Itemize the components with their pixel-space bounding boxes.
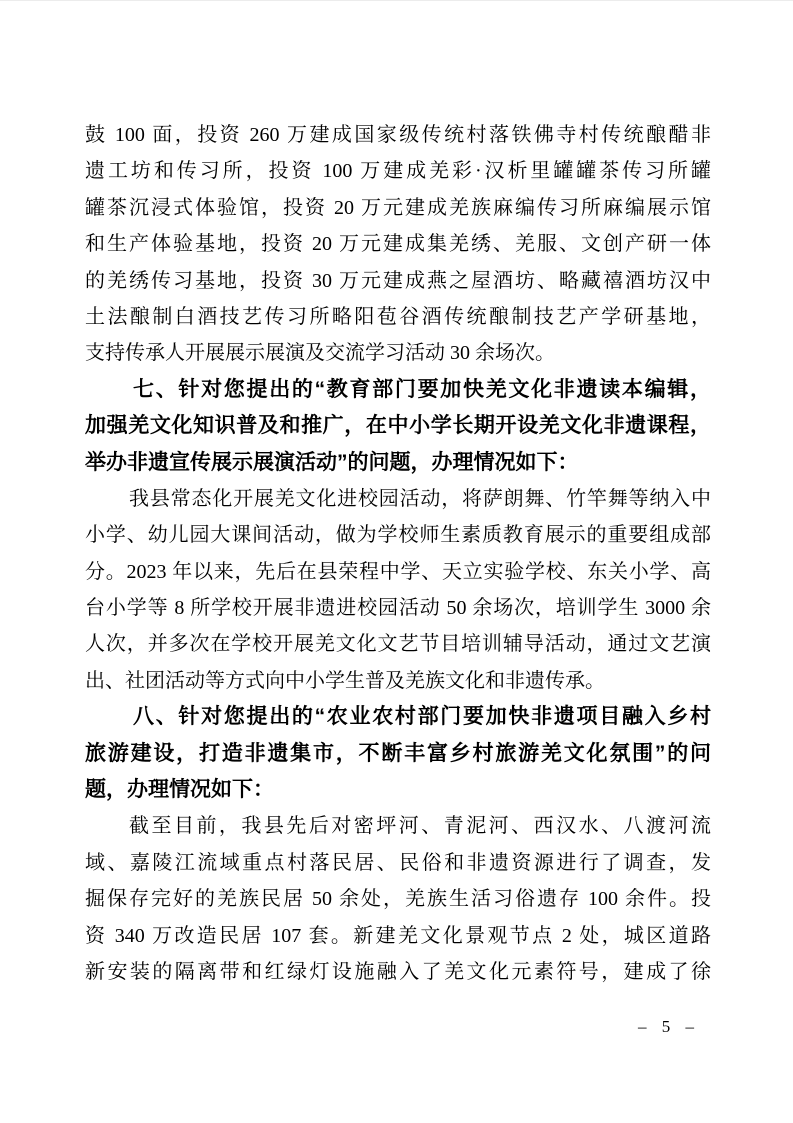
paragraph-investment-projects xyxy=(85,117,711,372)
heading-line: 旅游建设，打造非遗集市，不断丰富乡村旅游羌文化氛围”的问 xyxy=(85,741,711,765)
paragraph-education-campus xyxy=(85,481,711,699)
paragraph-rural-tourism xyxy=(85,808,711,990)
text-line: 的羌绣传习基地，投资 30 万元建成燕之屋酒坊、略藏禧酒坊汉中 xyxy=(85,269,711,292)
text-line: 鼓 100 面，投资 260 万建成国家级传统村落铁佛寺村传统酿醋非 xyxy=(85,124,711,146)
text-line: 域、嘉陵江流域重点村落民居、民俗和非遗资源进行了调查，发 xyxy=(85,851,711,874)
text-line: 和生产体验基地，投资 20 万元建成集羌绣、羌服、文创产研一体 xyxy=(85,233,711,256)
page-number: – 5 – xyxy=(638,1017,697,1036)
text-line: 遗工坊和传习所，投资 100 万建成羌彩·汉析里罐罐茶传习所罐 xyxy=(85,160,711,183)
text-line: 新安装的隔离带和红绿灯设施融入了羌文化元素符号，建成了徐 xyxy=(85,960,711,983)
text-line: 截至目前，我县先后对密坪河、青泥河、西汉水、八渡河流 xyxy=(129,815,711,838)
text-line: 分。2023 年以来，先后在县荣程中学、天立实验学校、东关小学、高 xyxy=(85,560,711,583)
text-line: 资 340 万改造民居 107 套。新建羌文化景观节点 2 处，城区道路 xyxy=(85,924,711,947)
heading-line: 七、针对您提出的“教育部门要加快羌文化非遗读本编辑， xyxy=(133,377,711,401)
section-heading-8 xyxy=(85,699,711,808)
text-line: 出、社团活动等方式向中小学生普及羌族文化和非遗传承。 xyxy=(85,669,605,692)
text-line: 支持传承人开展展示展演及交流学习活动 30 余场次。 xyxy=(85,342,555,365)
text-line: 掘保存完好的羌族民居 50 余处，羌族生活习俗遗存 100 余件。投 xyxy=(85,888,711,911)
section-heading-7 xyxy=(85,372,711,481)
document-text-block xyxy=(85,117,711,990)
text-line: 台小学等 8 所学校开展非遗进校园活动 50 余场次，培训学生 3000 余 xyxy=(85,597,711,620)
text-line: 土法酿制白酒技艺传习所略阳苞谷酒传统酿制技艺产学研基地， xyxy=(85,305,711,328)
text-line: 小学、幼儿园大课间活动，做为学校师生素质教育展示的重要组成部 xyxy=(85,524,711,547)
heading-line: 题，办理情况如下： xyxy=(85,778,274,802)
text-line: 罐茶沉浸式体验馆，投资 20 万元建成羌族麻编传习所麻编展示馆 xyxy=(85,196,711,219)
text-line: 人次，并多次在学校开展羌文化文艺节目培训辅导活动，通过文艺演 xyxy=(85,633,711,656)
heading-line: 八、针对您提出的“农业农村部门要加快非遗项目融入乡村 xyxy=(133,705,711,729)
text-line: 我县常态化开展羌文化进校园活动，将萨朗舞、竹竿舞等纳入中 xyxy=(129,487,711,510)
heading-line: 加强羌文化知识普及和推广，在中小学长期开设羌文化非遗课程， xyxy=(85,414,711,438)
heading-line: 举办非遗宣传展示展演活动”的问题，办理情况如下： xyxy=(85,450,579,474)
